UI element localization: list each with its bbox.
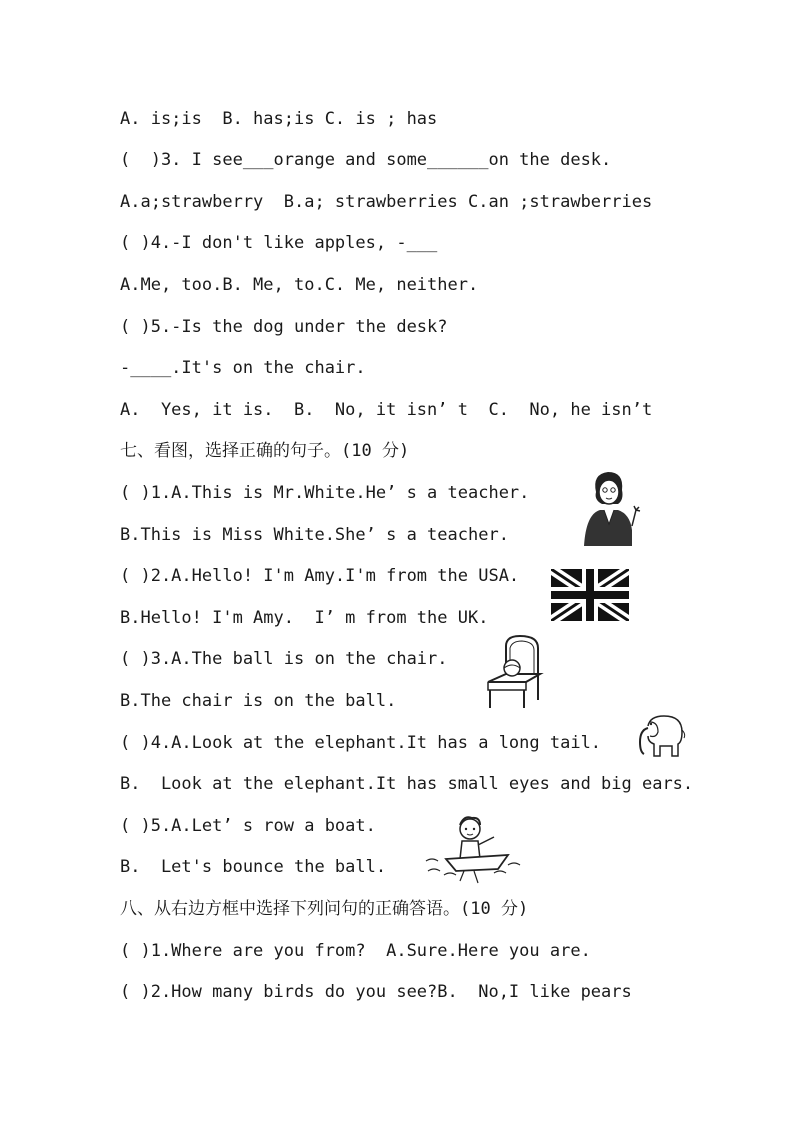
options-5: A. Yes, it is. B. No, it isn’ t C. No, he isn’t — [120, 400, 653, 420]
elephant-picture — [636, 712, 686, 758]
s7-question-1a: ( )1.A.This is Mr.White.He’ s a teacher. — [120, 483, 530, 503]
option-line-2: A. is;is B. has;is C. is ; has — [120, 109, 438, 129]
options-3: A.a;strawberry B.a; strawberries C.an ;strawberries — [120, 192, 653, 212]
s7-question-3a: ( )3.A.The ball is on the chair. — [120, 649, 448, 669]
question-3: ( )3. I see___orange and some______on the desk. — [120, 150, 612, 170]
question-4: ( )4.-I don't like apples, -___ — [120, 233, 438, 253]
question-5-answer: -____.It's on the chair. — [120, 358, 366, 378]
chair-with-ball-picture — [484, 634, 544, 710]
s7-question-5b: B. Let's bounce the ball. — [120, 857, 387, 877]
s7-question-2a: ( )2.A.Hello! I'm Amy.I'm from the USA. — [120, 566, 520, 586]
s7-question-5a: ( )5.A.Let’ s row a boat. — [120, 816, 376, 836]
options-4: A.Me, too.B. Me, to.C. Me, neither. — [120, 275, 479, 295]
boy-in-boat-picture — [424, 815, 524, 887]
s8-question-1: ( )1.Where are you from? A.Sure.Here you are. — [120, 941, 591, 961]
section-7-heading: 七、看图，选择正确的句子。(10 分) — [120, 441, 410, 461]
s7-question-2b: B.Hello! I'm Amy. I’ m from the UK. — [120, 608, 489, 628]
teacher-picture — [578, 470, 642, 548]
s7-question-4a: ( )4.A.Look at the elephant.It has a long tail. — [120, 733, 602, 753]
uk-flag-picture — [551, 569, 629, 621]
s8-question-2: ( )2.How many birds do you see?B. No,I like pears — [120, 982, 632, 1002]
s7-question-3b: B.The chair is on the ball. — [120, 691, 397, 711]
section-8-heading: 八、从右边方框中选择下列问句的正确答语。(10 分) — [120, 899, 529, 919]
question-5: ( )5.-Is the dog under the desk? — [120, 317, 448, 337]
s7-question-4b: B. Look at the elephant.It has small eyes and big ears. — [120, 774, 694, 794]
s7-question-1b: B.This is Miss White.She’ s a teacher. — [120, 525, 509, 545]
